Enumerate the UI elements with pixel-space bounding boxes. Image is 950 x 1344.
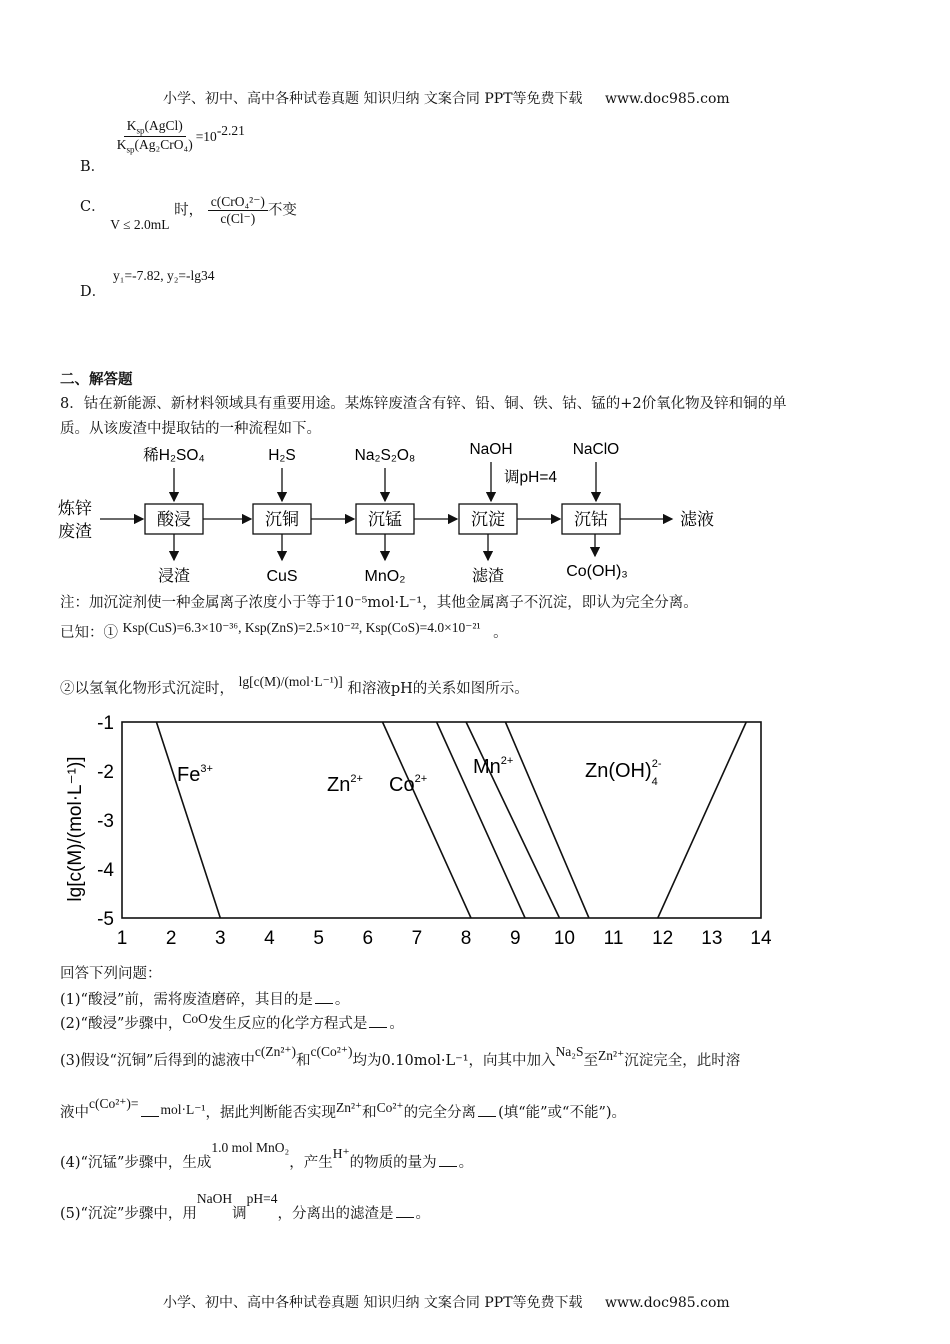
question-5: (5)“沉淀”步骤中，用NaOH调pH=4，分离出的滤渣是 。 [60,1191,430,1222]
answer-blank-5[interactable] [396,1217,414,1218]
option-d-formula: y₁=-7.82, y₂=-lg34 [113,268,215,283]
answer-blank-3a[interactable] [141,1116,159,1117]
flow-reagent-2: H₂S [268,447,296,464]
question-3-line2: 液中c(Co²⁺)= mol·L⁻¹，据此判断能否实现Zn²⁺和Co²⁺的完全分离 (填“能”或“不能”)。 [60,1096,627,1121]
header-site: www.doc985.com [604,91,730,107]
option-b-label: B． [80,158,106,175]
q8-line1: 8．钴在新能源、新材料领域具有重要用途。某炼锌废渣含有锌、铅、铜、铁、钴、锰的+2价氧化物及锌和铜的单 [60,396,787,412]
x-tick-label: 14 [750,928,772,949]
footer-text: 小学、初中、高中各种试卷真题 知识归纳 文案合同 PPT等免费下载 [163,1295,583,1311]
question-2: (2)“酸浸”步骤中，CoO发生反应的化学方程式是 。 [60,1011,404,1032]
flow-reagent-1: 稀H₂SO₄ [143,447,205,464]
answer-blank-1[interactable] [315,1003,333,1004]
label-mn: $Mn^{2+}$ [473,755,514,778]
flow-step-5: 沉钴 [574,510,608,529]
question-4: (4)“沉锰”步骤中，生成1.0 mol MnO₂，产生H⁺的物质的量为 。 [60,1140,474,1171]
answer-blank-3b[interactable] [478,1116,496,1117]
ph-concentration-chart [55,712,772,952]
option-b-eq: =10 [195,128,217,144]
q8-line2: 质。从该废渣中提取钴的一种流程如下。 [60,421,321,437]
option-b-fraction: $\frac{K_{sp}(AgCl)}{K_{sp}(Ag_2CrO_4)}$ [116,118,193,156]
flow-reagent-4b: 调pH=4 [504,469,557,486]
page-header [163,88,730,108]
flow-end: 滤液 [680,510,714,529]
label-fe: $Fe^{3+}$ [177,763,213,786]
option-c-fraction: $\frac{\text{c(CrO₄²⁻)}}{c(Cl^-)}$ [208,194,268,227]
x-tick-label: 8 [460,928,472,949]
flow-product-4: 滤渣 [471,568,505,585]
label-znoh4: $Zn(OH)_42-$ [585,758,662,788]
flow-product-5: Co(OH)₃ [566,563,628,580]
flow-reagent-4: NaOH [469,441,513,458]
x-tick-label: 5 [313,928,324,949]
x-tick-label: 13 [701,928,723,949]
option-d-label: D． [80,284,107,300]
series-line-1 [383,722,471,918]
label-zn: $Zn^{2+}$ [327,773,363,796]
label-co: $Co^{2+}$ [389,773,428,796]
q8-known2-formula: lg[c(M)/(mol·L⁻¹)] [238,674,343,689]
y-tick-label: -2 [97,762,114,783]
q8-known2-suffix: 和溶液pH的关系如图所示。 [347,681,529,697]
y-tick-label: -5 [97,909,114,930]
question-3-line1: (3)假设“沉铜”后得到的滤液中c(Zn²⁺)和c(Co²⁺)均为0.10mol·L⁻¹，向其中加入Na₂S至Zn²⁺沉淀完全，此时溶 [60,1044,741,1069]
series-line-4 [505,722,589,918]
x-tick-label: 6 [362,928,374,949]
q8-known1-prefix: 已知：① [60,625,118,641]
x-tick-label: 3 [215,928,226,949]
flow-step-2: 沉铜 [265,510,299,529]
x-tick-label: 12 [652,928,674,949]
x-tick-label: 7 [411,928,423,949]
y-tick-label: -1 [97,713,114,734]
series-line-5 [658,722,746,918]
option-c-condition: V ≤ 2.0mL [110,216,170,232]
q8-known1 [60,620,508,642]
chart-ylabel: lg[c(M)/(mol·L⁻¹)] [65,756,86,902]
page-footer [163,1292,730,1312]
q8-known2 [60,674,529,698]
questions-intro: 回答下列问题： [60,966,162,982]
q8-known1-end: 。 [493,625,508,641]
flow-product-2: CuS [266,568,298,585]
flow-start-line2: 废渣 [58,522,92,541]
header-text: 小学、初中、高中各种试卷真题 知识归纳 文案合同 PPT等免费下载 [163,91,583,107]
flow-start-line1: 炼锌 [58,499,92,518]
footer-site: www.doc985.com [604,1295,730,1311]
q8-known2-prefix: ②以氢氧化物形式沉淀时， [60,681,234,697]
x-tick-label: 10 [553,928,575,949]
process-flow-diagram [50,440,940,588]
series-line-0 [156,722,220,918]
answer-blank-2[interactable] [369,1027,387,1028]
option-b-exp: -2.21 [216,123,245,139]
x-tick-label: 2 [165,928,177,949]
flow-step-3: 沉锰 [368,510,402,529]
answer-blank-4[interactable] [439,1166,457,1167]
x-tick-label: 4 [264,928,275,949]
section-title: 二、解答题 [60,371,133,388]
plot-frame [122,722,761,918]
x-tick-label: 11 [603,928,624,949]
option-c-label: C． [80,198,106,215]
option-b [80,118,245,175]
x-tick-label: 9 [509,928,521,949]
option-c-when: 时， [174,202,204,219]
question-1: (1)“酸浸”前，需将废渣磨碎，其目的是 。 [60,992,350,1008]
flow-reagent-3: Na₂S₂O₈ [354,447,416,464]
option-c-tail: 不变 [267,202,297,219]
flow-product-3: MnO₂ [364,568,406,585]
y-tick-label: -4 [97,860,114,881]
flow-product-1: 浸渣 [157,568,191,585]
flow-reagent-5: NaClO [572,441,620,458]
flow-step-4: 沉淀 [471,510,505,529]
x-tick-label: 1 [116,928,128,949]
flow-step-1: 酸浸 [157,510,191,529]
q8-known1-formula: Ksp(CuS)=6.3×10⁻³⁶, Ksp(ZnS)=2.5×10⁻²², Ksp(CoS)=4.0×10⁻²¹ [122,620,481,635]
y-tick-label: -3 [97,811,114,832]
option-c [80,194,297,232]
q8-note: 注：加沉淀剂使一种金属离子浓度小于等于10⁻⁵mol·L⁻¹，其他金属离子不沉淀，即认为完全分离。 [60,595,698,611]
